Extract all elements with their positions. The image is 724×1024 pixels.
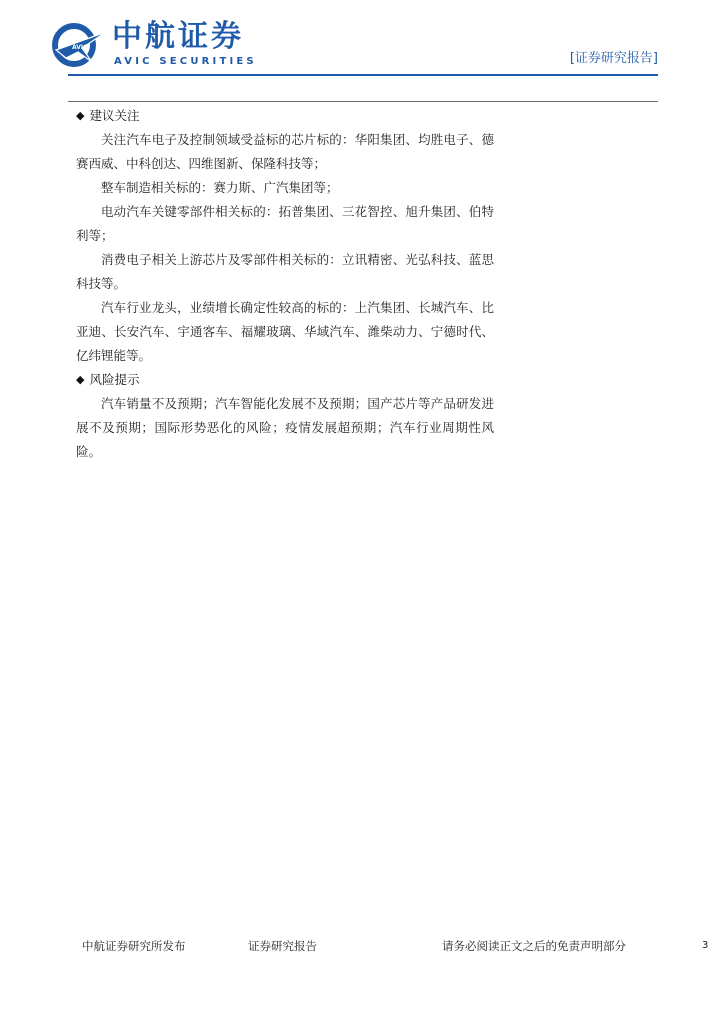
paragraph: 汽车销量不及预期；汽车智能化发展不及预期；国产芯片等产品研发进展不及预期；国际形势恶化的风险；疫情发展超预期；汽车行业周期性风险。	[76, 396, 494, 459]
section-heading	[76, 104, 494, 128]
report-body	[76, 104, 494, 464]
page-footer	[0, 936, 724, 960]
section-heading	[76, 368, 494, 392]
header-divider-secondary	[68, 101, 658, 102]
brand-name-cn: 中航证券	[112, 19, 244, 54]
avic-plane-logo-icon	[52, 22, 108, 68]
diamond-bullet-icon: ◆	[76, 373, 85, 386]
page-number: 3	[702, 940, 709, 951]
footer-publisher: 中航证券研究所发布	[82, 939, 186, 953]
paragraph: 关注汽车电子及控制领域受益标的芯片标的：华阳集团、均胜电子、德赛西威、中科创达、四维图新、保隆科技等；	[76, 132, 494, 171]
paragraph: 汽车行业龙头，业绩增长确定性较高的标的：上汽集团、长城汽车、比亚迪、长安汽车、宇通客车、福耀玻璃、华域汽车、潍柴动力、宁德时代、亿纬锂能等。	[76, 300, 494, 363]
brand-name-en: AVIC SECURITIES	[114, 56, 257, 67]
paragraph: 整车制造相关标的：赛力斯、广汽集团等；	[101, 180, 339, 195]
footer-disclaimer-note: 请务必阅读正文之后的免责声明部分	[442, 939, 626, 953]
footer-doc-type: 证券研究报告	[248, 939, 317, 953]
diamond-bullet-icon: ◆	[76, 109, 85, 122]
section-risk-warning	[76, 368, 494, 464]
section-heading-text: 风险提示	[89, 372, 140, 387]
page-header	[0, 0, 724, 100]
report-type-label: [证券研究报告]	[569, 51, 658, 66]
section-recommendations	[76, 104, 494, 368]
header-divider	[68, 74, 658, 76]
paragraph: 消费电子相关上游芯片及零部件相关标的：立讯精密、光弘科技、蓝思科技等。	[76, 252, 494, 291]
section-heading-text: 建议关注	[89, 108, 140, 123]
paragraph: 电动汽车关键零部件相关标的：拓普集团、三花智控、旭升集团、伯特利等；	[76, 204, 494, 243]
svg-text:AVIC: AVIC	[72, 44, 88, 51]
